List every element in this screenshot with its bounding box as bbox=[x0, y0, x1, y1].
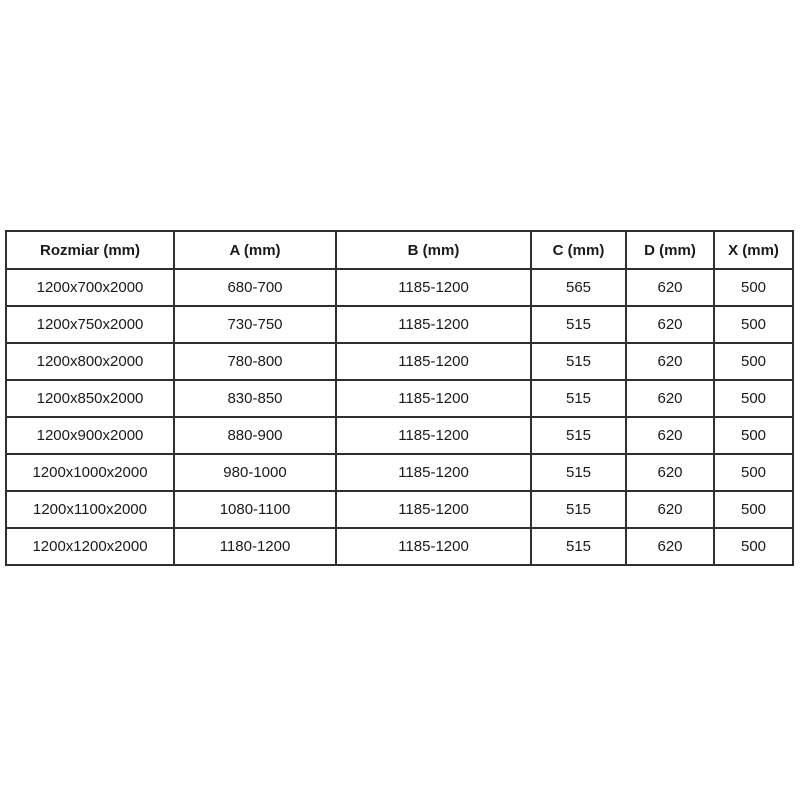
table-cell: 515 bbox=[531, 380, 626, 417]
table-cell: 1200x1200x2000 bbox=[6, 528, 174, 565]
table-row bbox=[6, 269, 793, 306]
column-header-c: C (mm) bbox=[531, 231, 626, 269]
table-cell: 620 bbox=[626, 417, 714, 454]
table-cell: 500 bbox=[714, 380, 793, 417]
table-cell: 620 bbox=[626, 380, 714, 417]
table-cell: 515 bbox=[531, 343, 626, 380]
table-cell: 680-700 bbox=[174, 269, 336, 306]
table-row bbox=[6, 380, 793, 417]
column-header-d: D (mm) bbox=[626, 231, 714, 269]
table-cell: 1185-1200 bbox=[336, 491, 531, 528]
table-cell: 500 bbox=[714, 454, 793, 491]
table-cell: 500 bbox=[714, 343, 793, 380]
table-cell: 515 bbox=[531, 528, 626, 565]
table-cell: 1080-1100 bbox=[174, 491, 336, 528]
table-body bbox=[6, 269, 793, 565]
table-cell: 1185-1200 bbox=[336, 454, 531, 491]
table-cell: 500 bbox=[714, 528, 793, 565]
table-cell: 620 bbox=[626, 528, 714, 565]
table-cell: 1180-1200 bbox=[174, 528, 336, 565]
table-row bbox=[6, 343, 793, 380]
table-cell: 830-850 bbox=[174, 380, 336, 417]
table-cell: 1185-1200 bbox=[336, 528, 531, 565]
table-cell: 1200x850x2000 bbox=[6, 380, 174, 417]
table-cell: 1185-1200 bbox=[336, 380, 531, 417]
table-cell: 515 bbox=[531, 306, 626, 343]
table-row bbox=[6, 528, 793, 565]
table-row bbox=[6, 306, 793, 343]
dimensions-table bbox=[5, 230, 794, 566]
table-cell: 730-750 bbox=[174, 306, 336, 343]
table-cell: 1200x800x2000 bbox=[6, 343, 174, 380]
header-row bbox=[6, 231, 793, 269]
dimensions-table-container bbox=[5, 230, 794, 566]
table-cell: 980-1000 bbox=[174, 454, 336, 491]
table-cell: 620 bbox=[626, 306, 714, 343]
table-cell: 500 bbox=[714, 417, 793, 454]
table-row bbox=[6, 491, 793, 528]
table-cell: 500 bbox=[714, 269, 793, 306]
column-header-b: B (mm) bbox=[336, 231, 531, 269]
column-header-rozmiar: Rozmiar (mm) bbox=[6, 231, 174, 269]
table-row bbox=[6, 417, 793, 454]
table-cell: 500 bbox=[714, 306, 793, 343]
table-cell: 515 bbox=[531, 454, 626, 491]
table-cell: 780-800 bbox=[174, 343, 336, 380]
table-cell: 515 bbox=[531, 491, 626, 528]
table-cell: 1200x700x2000 bbox=[6, 269, 174, 306]
table-cell: 1200x1000x2000 bbox=[6, 454, 174, 491]
table-row bbox=[6, 454, 793, 491]
table-cell: 1200x900x2000 bbox=[6, 417, 174, 454]
table-cell: 1185-1200 bbox=[336, 306, 531, 343]
table-cell: 620 bbox=[626, 343, 714, 380]
table-cell: 1200x750x2000 bbox=[6, 306, 174, 343]
table-cell: 515 bbox=[531, 417, 626, 454]
table-cell: 565 bbox=[531, 269, 626, 306]
table-cell: 620 bbox=[626, 454, 714, 491]
table-cell: 1185-1200 bbox=[336, 417, 531, 454]
table-cell: 1185-1200 bbox=[336, 343, 531, 380]
column-header-x: X (mm) bbox=[714, 231, 793, 269]
table-cell: 1185-1200 bbox=[336, 269, 531, 306]
column-header-a: A (mm) bbox=[174, 231, 336, 269]
table-cell: 620 bbox=[626, 269, 714, 306]
table-cell: 500 bbox=[714, 491, 793, 528]
table-cell: 1200x1100x2000 bbox=[6, 491, 174, 528]
table-cell: 620 bbox=[626, 491, 714, 528]
table-cell: 880-900 bbox=[174, 417, 336, 454]
